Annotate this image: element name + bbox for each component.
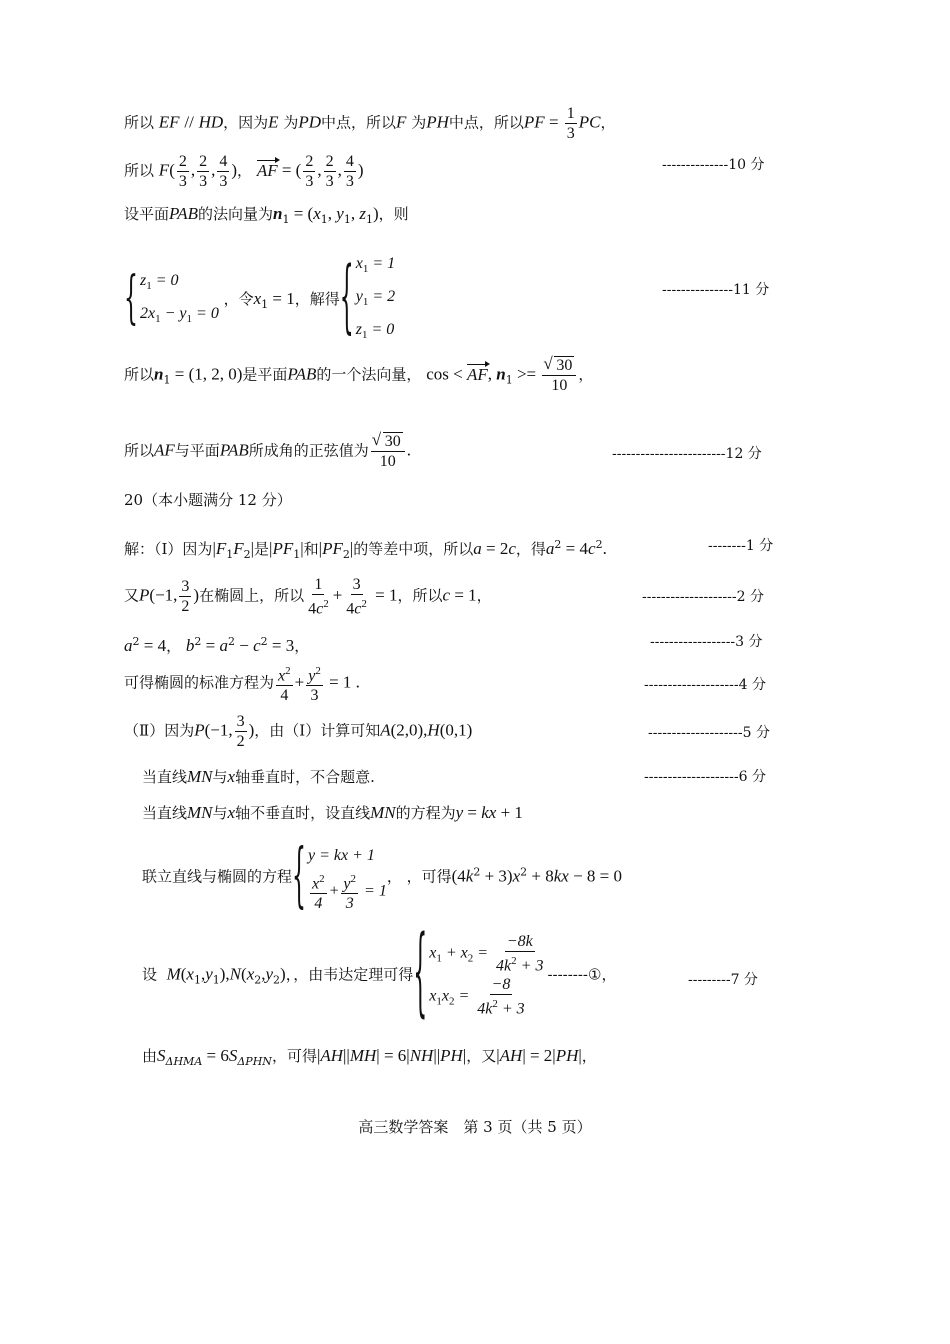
problem-20-heading: 20（本小题满分 12 分）: [124, 491, 292, 509]
text: ，解得: [294, 289, 340, 308]
text: 与: [212, 804, 228, 822]
text: ，可得: [271, 1047, 317, 1065]
text: 的方程为: [395, 804, 456, 822]
text: 轴不垂直时，设直线: [235, 804, 371, 822]
line-2: 所以 F( $\frac{2}{3}$ , $\frac{2}{3}$ , $\frac{4}{3}$ )， AF = ( $\frac{2}{3}$ , $\frac{2}{3}$ , $\frac{4}{3}$ ): [124, 153, 364, 190]
page-footer: 高三数学答案 第 3 页（共 5 页）: [358, 1118, 592, 1136]
text: 解：（Ⅰ）因为: [124, 540, 213, 558]
text: 在椭圆上，所以: [199, 586, 305, 605]
score-10: --------------10 分: [662, 157, 765, 173]
text: 中点，所以: [321, 113, 397, 132]
line-6: 所以AF与平面PAB所成角的正弦值为 √ $\frac{30}{10}$ .: [124, 432, 411, 471]
line-11: 可得椭圆的标准方程为 $\frac{x^2}{4}$ + $\frac{y^2}{3}$ = 1 .: [124, 662, 360, 705]
text: 由: [142, 1047, 158, 1065]
score-7: ---------7 分: [688, 972, 758, 988]
text: 是: [254, 540, 270, 558]
line-16: 设 $M(x_1,y_1),N(x_2,y_2)$，，由韦达定理可得 { $x_1 + x_2$ = $\frac{-8k}{4k^2 + 3}$ $x_1x_2$ = $\frac{-8}{4k^2 + 3}$ --------①，: [142, 920, 617, 1031]
text: ，又: [466, 1047, 497, 1065]
score-6: --------------------6 分: [644, 769, 766, 785]
text: 所成角的正弦值为: [248, 441, 369, 460]
text: 所以: [124, 161, 155, 180]
line-13: 当直线MN与x轴垂直时，不合题意.: [142, 767, 375, 786]
text: 为: [411, 113, 427, 132]
text: 当直线: [142, 804, 188, 822]
text: ，则: [378, 205, 409, 223]
score-1: --------1 分: [708, 538, 774, 554]
line-12: （Ⅱ）因为P(−1, $\frac{3}{2}$ )，由（Ⅰ）计算可知A(2,0),H(0,1): [124, 713, 473, 750]
text: 的一个法向量，: [316, 365, 422, 384]
line-8: 解：（Ⅰ）因为$|F_1F_2|$是$|PF_1|$和$|PF_2|$的等差中项，所以a = 2c，得$a^2 = 4c^2$.: [124, 538, 607, 561]
text: 与平面: [174, 441, 220, 460]
score-5: --------------------5 分: [648, 725, 770, 741]
text: 轴垂直时，不合题意.: [235, 768, 375, 786]
score-12: ------------------------12 分: [612, 446, 762, 462]
text: 所以: [124, 365, 155, 384]
line-5: 所以$n_1 = (1$, 2, 0)是平面PAB的一个法向量， cos < AF, $n_1$ >= √ $\frac{30}{10}$ ，: [124, 356, 593, 395]
text: ，可得: [406, 867, 452, 886]
text: ，由韦达定理可得: [293, 965, 414, 984]
line-4: { $z_1 = 0$ $2x_1 - y_1 = 0$ ，令$x_1 = 1$，解得 { $x_1 = 1$ $y_1 = 2$ $z_1 = 0$: [124, 254, 396, 345]
text: 的等差中项，所以: [353, 540, 474, 558]
line-14: 当直线MN与x轴不垂直时，设直线MN的方程为y = kx + 1: [142, 803, 523, 822]
text: 所以: [124, 113, 155, 132]
text: 联立直线与椭圆的方程: [142, 867, 293, 886]
line-10: $a^2 = 4$， $b^2 = a^2 - c^2 = 3$，: [124, 635, 310, 655]
text: 的法向量为: [197, 205, 273, 223]
text: ，令: [223, 289, 254, 308]
score-3: ------------------3 分: [650, 634, 763, 650]
text: ，所以: [397, 586, 443, 605]
text: 所以: [124, 441, 155, 460]
line-15: 联立直线与椭圆的方程 { y = kx + 1 $\frac{x^2}{4}$ + $\frac{y^2}{3}$ = 1 ， ，可得$(4k^2 + 3)x^2 + 8kx - 8 = 0$: [142, 837, 623, 918]
line-17: 由$S_{\Delta HMA} = 6S_{\Delta PHN}$，可得|AH||MH| = 6|NH||PH|，又|AH| = 2|PH|，: [142, 1046, 597, 1068]
text: --------①，: [547, 965, 617, 984]
line-1: 所以 EF // HD，因为E 为PD中点，所以F 为PH中点，所以PF = $\frac{1}{3}$ PC，: [124, 105, 616, 142]
text: 为: [283, 113, 299, 132]
score-2: --------------------2 分: [642, 589, 764, 605]
text: （Ⅱ）因为: [124, 721, 195, 740]
text: 和: [303, 540, 319, 558]
score-11: ---------------11 分: [662, 282, 770, 298]
text: ，因为: [223, 113, 269, 132]
line-9: 又P(−1, $\frac{3}{2}$ )在椭圆上，所以 $\frac{1}{4c^2}$ + $\frac{3}{4c^2}$ = 1，所以c = 1，: [124, 576, 492, 618]
score-4: --------------------4 分: [644, 677, 766, 693]
text: 与: [212, 768, 228, 786]
text: 又: [124, 586, 140, 605]
text: 是平面: [242, 365, 288, 384]
text: 中点，所以: [448, 113, 524, 132]
text: 当直线: [142, 768, 188, 786]
text: ，由（Ⅰ）计算可知: [254, 721, 381, 740]
text: 可得椭圆的标准方程为: [124, 673, 275, 692]
text: 设平面: [124, 205, 170, 223]
line-3: 设平面PAB的法向量为$n_1 = (x_1$, $y_1$, $z_1$)，则: [124, 204, 409, 226]
text: ，得: [515, 540, 546, 558]
text: 设: [142, 965, 158, 984]
